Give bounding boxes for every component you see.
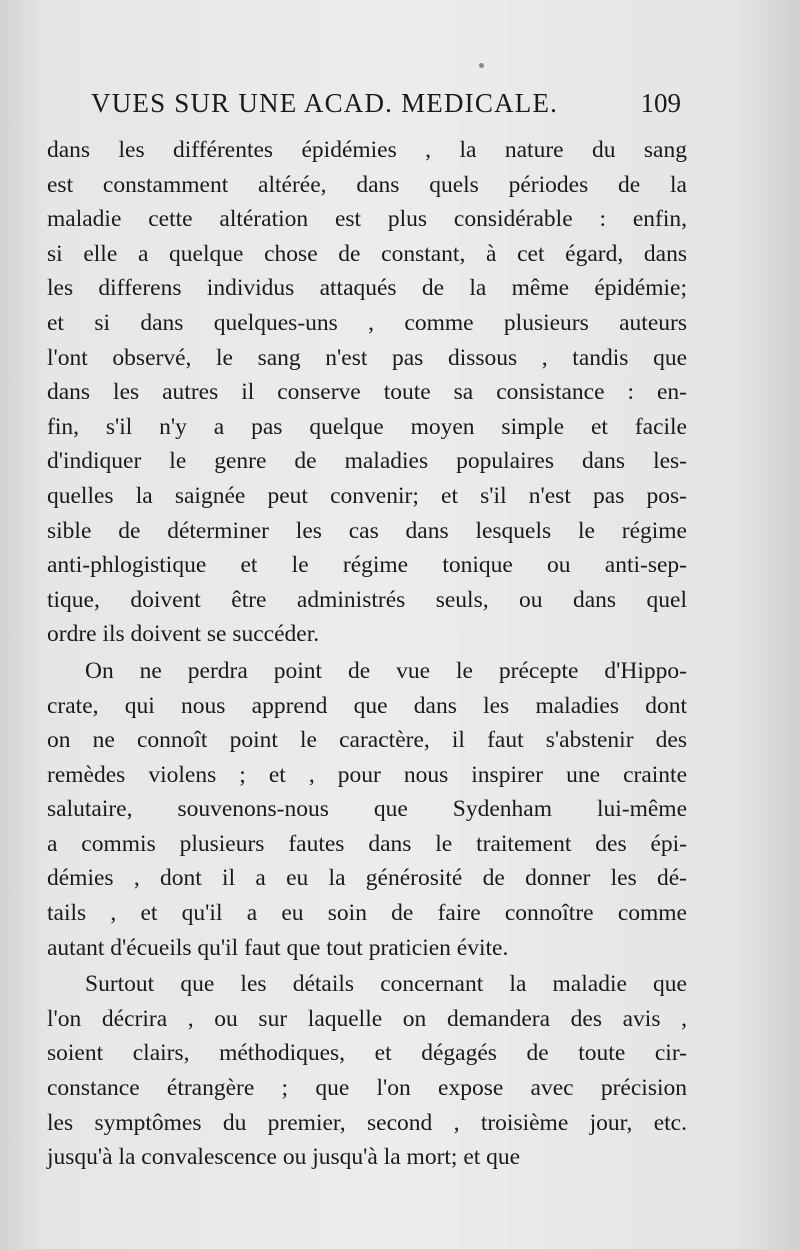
text-line: anti-phlogistique et le régime tonique ou anti-sep- xyxy=(47,552,687,579)
text-line: On ne perdra point de vue le précepte d'Hippo- xyxy=(85,657,687,684)
paragraph xyxy=(47,654,687,965)
text-line: Surtout que les détails concernant la maladie que xyxy=(85,971,687,998)
text-line: les differens individus attaqués de la même épidémie; xyxy=(47,275,687,302)
paragraph xyxy=(47,133,687,652)
text-line: soient clairs, méthodiques, et dégagés de toute cir- xyxy=(47,1040,687,1067)
page-header xyxy=(91,88,681,128)
text-line: quelles la saignée peut convenir; et s'il n'est pas pos- xyxy=(47,482,687,509)
text-line: salutaire, souvenons-nous que Sydenham lui-même xyxy=(47,796,687,823)
text-line: d'indiquer le genre de maladies populaires dans les- xyxy=(47,448,687,475)
text-line: démies , dont il a eu la générosité de donner les dé- xyxy=(47,865,687,892)
text-line: tails , et qu'il a eu soin de faire connoître comme xyxy=(47,900,687,927)
text-line: fin, s'il n'y a pas quelque moyen simple et facile xyxy=(47,413,687,440)
text-line: jusqu'à la convalescence ou jusqu'à la mort; et que xyxy=(47,1144,521,1171)
text-line: autant d'écueils qu'il faut que tout praticien évite. xyxy=(47,934,509,961)
text-line: tique, doivent être administrés seuls, ou dans quel xyxy=(47,586,687,613)
text-line: ordre ils doivent se succéder. xyxy=(47,621,320,648)
text-line: l'ont observé, le sang n'est pas dissous , tandis que xyxy=(47,344,687,371)
text-line: remèdes violens ; et , pour nous inspirer une crainte xyxy=(47,761,687,788)
text-line: les symptômes du premier, second , troisième jour, etc. xyxy=(47,1109,687,1136)
text-line: maladie cette altération est plus considérable : enfin, xyxy=(47,206,687,233)
text-line: a commis plusieurs fautes dans le traitement des épi- xyxy=(47,830,687,857)
paragraph xyxy=(47,967,687,1175)
page-number: 109 xyxy=(640,88,681,118)
text-line: si elle a quelque chose de constant, à cet égard, dans xyxy=(47,240,687,267)
text-line: constance étrangère ; que l'on expose avec précision xyxy=(47,1075,687,1102)
body-text xyxy=(47,133,687,1175)
paper-speck xyxy=(479,63,484,68)
running-title: VUES SUR UNE ACAD. MEDICALE. xyxy=(91,88,559,118)
text-line: dans les autres il conserve toute sa consistance : en- xyxy=(47,379,687,406)
text-line: dans les différentes épidémies , la nature du sang xyxy=(47,137,687,163)
text-line: sible de déterminer les cas dans lesquels le régime xyxy=(47,517,687,544)
text-line: l'on décrira , ou sur laquelle on demandera des avis , xyxy=(47,1005,687,1032)
text-line: est constamment altérée, dans quels périodes de la xyxy=(47,171,687,198)
text-line: crate, qui nous apprend que dans les maladies dont xyxy=(47,692,687,719)
text-line: on ne connoît point le caractère, il faut s'abstenir des xyxy=(47,727,687,754)
text-line: et si dans quelques-uns , comme plusieurs auteurs xyxy=(47,309,687,336)
